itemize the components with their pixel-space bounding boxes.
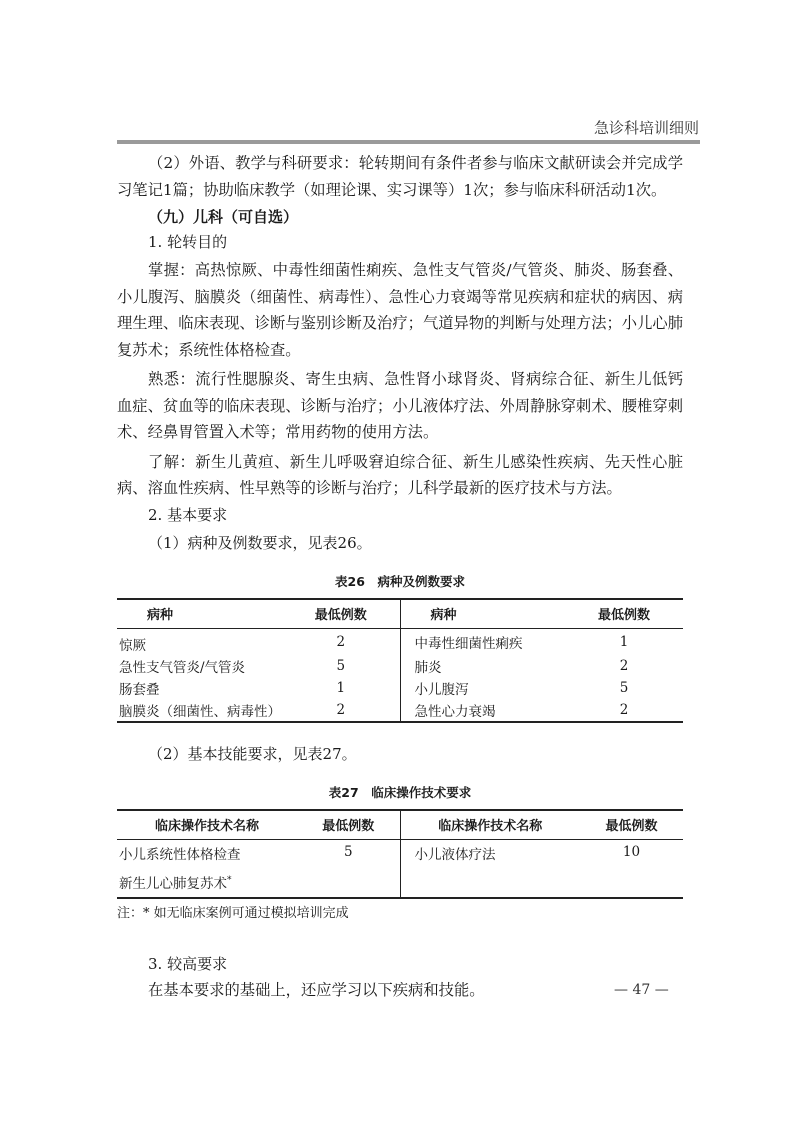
understand-paragraph: 了解：新生儿黄疸、新生儿呼吸窘迫综合征、新生儿感染性疾病、先天性心脏病、溶血性疾病、性早熟等的诊断与治疗；儿科学最新的医疗技术与方法。	[117, 452, 683, 497]
table27-header: 最低例数	[580, 810, 683, 840]
table-cell: 急性心力衰竭	[414, 703, 496, 720]
table-cell: 肺炎	[414, 659, 442, 676]
table-cell: 肠套叠	[119, 681, 160, 698]
table26-header: 最低例数	[282, 599, 400, 629]
table26	[117, 598, 683, 723]
table26-header: 病种	[117, 599, 282, 629]
table-cell: 2	[619, 657, 629, 674]
table-row	[117, 628, 683, 655]
table-cell	[117, 867, 297, 898]
table-cell: 2	[619, 701, 629, 718]
table26-title: 表26 病种及例数要求	[335, 573, 465, 589]
table-cell: 1	[619, 633, 629, 650]
procedure-name: 新生儿心肺复苏术	[119, 875, 227, 892]
footnote-star: *	[227, 875, 232, 885]
header-rule	[117, 140, 700, 144]
table27-title: 表27 临床操作技术要求	[328, 784, 472, 800]
section-heading: （九）儿科（可自选）	[148, 208, 299, 226]
table-cell: 5	[619, 679, 629, 696]
table-cell: 5	[282, 655, 400, 677]
table-cell: 中毒性细菌性痢疾	[414, 635, 523, 652]
higher-heading: 3. 较高要求	[148, 954, 228, 973]
page-content	[117, 150, 683, 1003]
table27-note: 注：* 如无临床案例可通过模拟培训完成	[117, 905, 349, 921]
table27-header: 临床操作技术名称	[117, 810, 297, 840]
table-row	[117, 677, 683, 699]
basic-heading: 2. 基本要求	[148, 505, 228, 524]
research-requirement: （2）外语、教学与科研要求：轮转期间有条件者参与临床文献研读会并完成学习笔记1篇；协助临床教学（如理论课、实习课等）1次；参与临床科研活动1次。	[117, 154, 683, 199]
table27	[117, 809, 683, 899]
table-row	[117, 839, 683, 867]
table-cell: 小儿系统性体格检查	[119, 847, 241, 863]
table-cell: 1	[282, 677, 400, 699]
page-number: — 47 —	[614, 982, 669, 998]
table-cell: 2	[282, 699, 400, 722]
table-cell: 小儿液体疗法	[414, 847, 496, 863]
table-cell: 急性支气管炎/气管炎	[119, 659, 246, 676]
familiar-paragraph: 熟悉：流行性腮腺炎、寄生虫病、急性肾小球肾炎、肾病综合征、新生儿低钙血症、贫血等的临床表现、诊断与治疗；小儿液体疗法、外周静脉穿刺术、腰椎穿刺术、经鼻胃管置入术等；常用药物的使用方法。	[117, 370, 683, 441]
req1-text: （1）病种及例数要求，见表26。	[148, 533, 372, 552]
table26-header-row	[117, 599, 683, 629]
goal-heading: 1. 轮转目的	[148, 233, 228, 251]
table-cell: 脑膜炎（细菌性、病毒性）	[119, 703, 281, 720]
table-cell: 10	[622, 843, 641, 860]
higher-text: 在基本要求的基础上，还应学习以下疾病和技能。	[148, 980, 485, 999]
table-row	[117, 655, 683, 677]
table-row	[117, 699, 683, 722]
table-cell: 惊厥	[119, 637, 146, 654]
table-row	[117, 867, 683, 898]
table-cell: 5	[297, 839, 400, 867]
running-header: 急诊科培训细则	[593, 119, 699, 137]
table-cell	[400, 867, 580, 898]
table27-header: 临床操作技术名称	[400, 810, 580, 840]
table27-header: 最低例数	[297, 810, 400, 840]
table-cell	[297, 867, 400, 898]
master-paragraph: 掌握：高热惊厥、中毒性细菌性痢疾、急性支气管炎/气管炎、肺炎、肠套叠、小儿腹泻、脑膜炎（细菌性、病毒性）、急性心力衰竭等常见疾病和症状的病因、病理生理、临床表现、诊断与鉴别诊断及治疗；气道异物的判断与处理方法；小儿心肺复苏术；系统性体格检查。	[117, 261, 683, 359]
req2-text: （2）基本技能要求，见表27。	[148, 744, 357, 763]
table-cell	[580, 867, 683, 898]
table26-header: 最低例数	[565, 599, 683, 629]
table27-header-row	[117, 810, 683, 840]
table-cell: 小儿腹泻	[414, 681, 469, 698]
table26-header: 病种	[400, 599, 565, 629]
table-cell: 2	[282, 628, 400, 655]
